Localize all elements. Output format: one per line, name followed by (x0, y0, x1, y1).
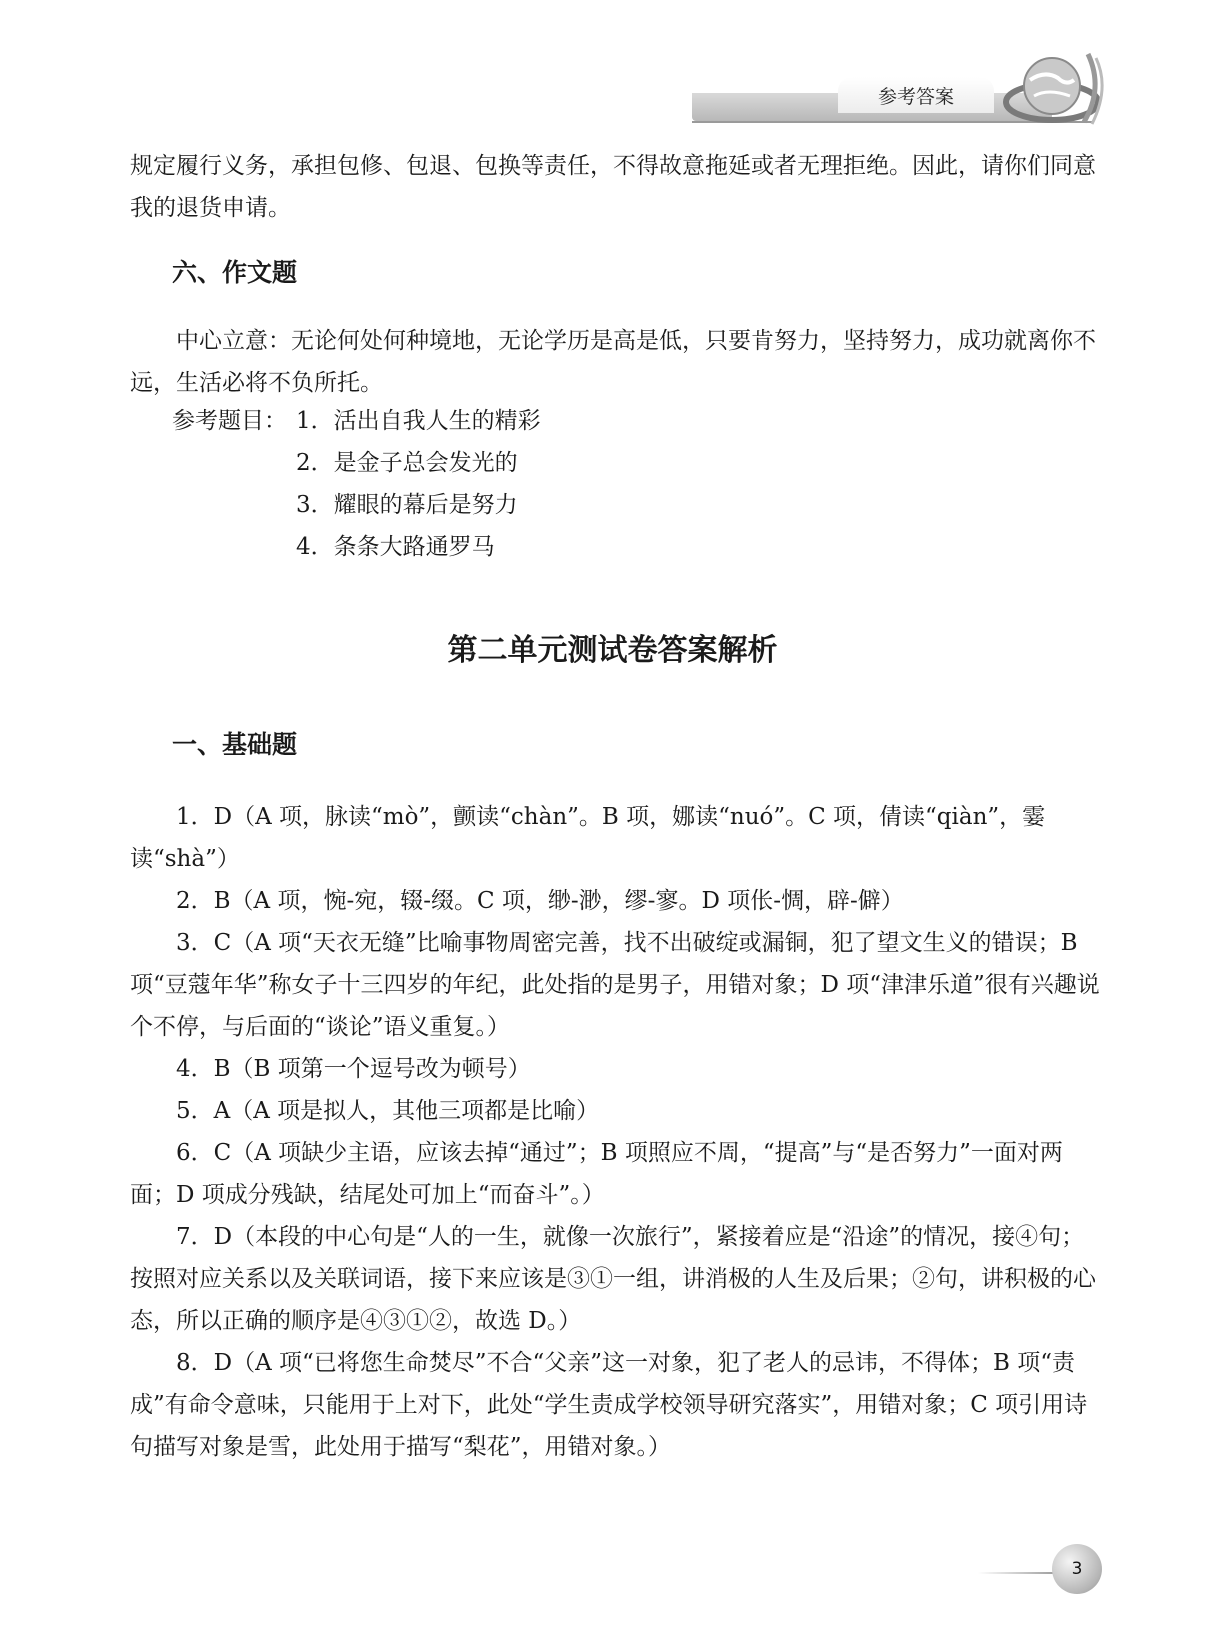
header-label: 参考答案 (838, 77, 994, 113)
ref-label: 参考题目： (172, 408, 287, 434)
answer-item: 2．B（A 项，惋-宛，辍-缀。C 项，缈-渺，缪-寥。D 项伥-惆，辟-僻） (176, 888, 904, 914)
center-idea-paragraph: 中心立意：无论何处何种境地，无论学历是高是低，只要肯努力，坚持努力，成功就离你不远，生活必将不负所托。 (130, 328, 1096, 396)
ref-title-3: 3．耀眼的幕后是努力 (296, 492, 518, 518)
page-number: 3 (1052, 1544, 1102, 1594)
continuation-paragraph: 规定履行义务，承担包修、包退、包换等责任，不得故意拖延或者无理拒绝。因此，请你们同意我的退货申请。 (130, 153, 1096, 221)
ref-title-4: 4．条条大路通罗马 (296, 534, 495, 560)
unit-title: 第二单元测试卷答案解析 (447, 633, 778, 668)
ref-title-1: 1．活出自我人生的精彩 (296, 408, 541, 434)
answer-list (130, 796, 1100, 1468)
answer-item: 5．A（A 项是拟人，其他三项都是比喻） (176, 1098, 600, 1124)
answer-item: 4．B（B 项第一个逗号改为顿号） (176, 1056, 531, 1082)
answer-item: 6．C（A 项缺少主语，应该去掉“通过”；B 项照应不周，“提高”与“是否努力”一面对两面；D 项成分残缺，结尾处可加上“而奋斗”。） (130, 1140, 1063, 1208)
page-number-rule (978, 1572, 1058, 1574)
answer-item: 1．D（A 项，脉读“mò”，颤读“chàn”。B 项，娜读“nuó”。C 项，倩读“qiàn”，霎读“shà”） (130, 804, 1046, 872)
section-heading-composition: 六、作文题 (172, 258, 298, 287)
answer-item: 3．C（A 项“天衣无缝”比喻事物周密完善，找不出破绽或漏铜，犯了望文生义的错误；B 项“豆蔻年华”称女子十三四岁的年纪，此处指的是男子，用错对象；D 项“津津乐道”很有兴趣说个不停，与后面的“谈论”语义重复。） (130, 930, 1100, 1040)
answer-item: 8．D（A 项“已将您生命焚尽”不合“父亲”这一对象，犯了老人的忌讳，不得体；B 项“责成”有命令意味，只能用于上对下，此处“学生责成学校领导研究落实”，用错对象；C 项引用诗句描写对象是雪，此处用于描写“梨花”，用错对象。） (130, 1350, 1088, 1460)
section-heading-basic: 一、基础题 (172, 730, 298, 759)
ref-title-2: 2．是金子总会发光的 (296, 450, 518, 476)
globe-icon (1000, 44, 1110, 134)
answer-item: 7．D（本段的中心句是“人的一生，就像一次旅行”，紧接着应是“沿途”的情况，接④句；按照对应关系以及关联词语，接下来应该是③①一组，讲消极的人生及后果；②句，讲积极的心态，所以正确的顺序是④③①②，故选 D。） (130, 1224, 1096, 1334)
